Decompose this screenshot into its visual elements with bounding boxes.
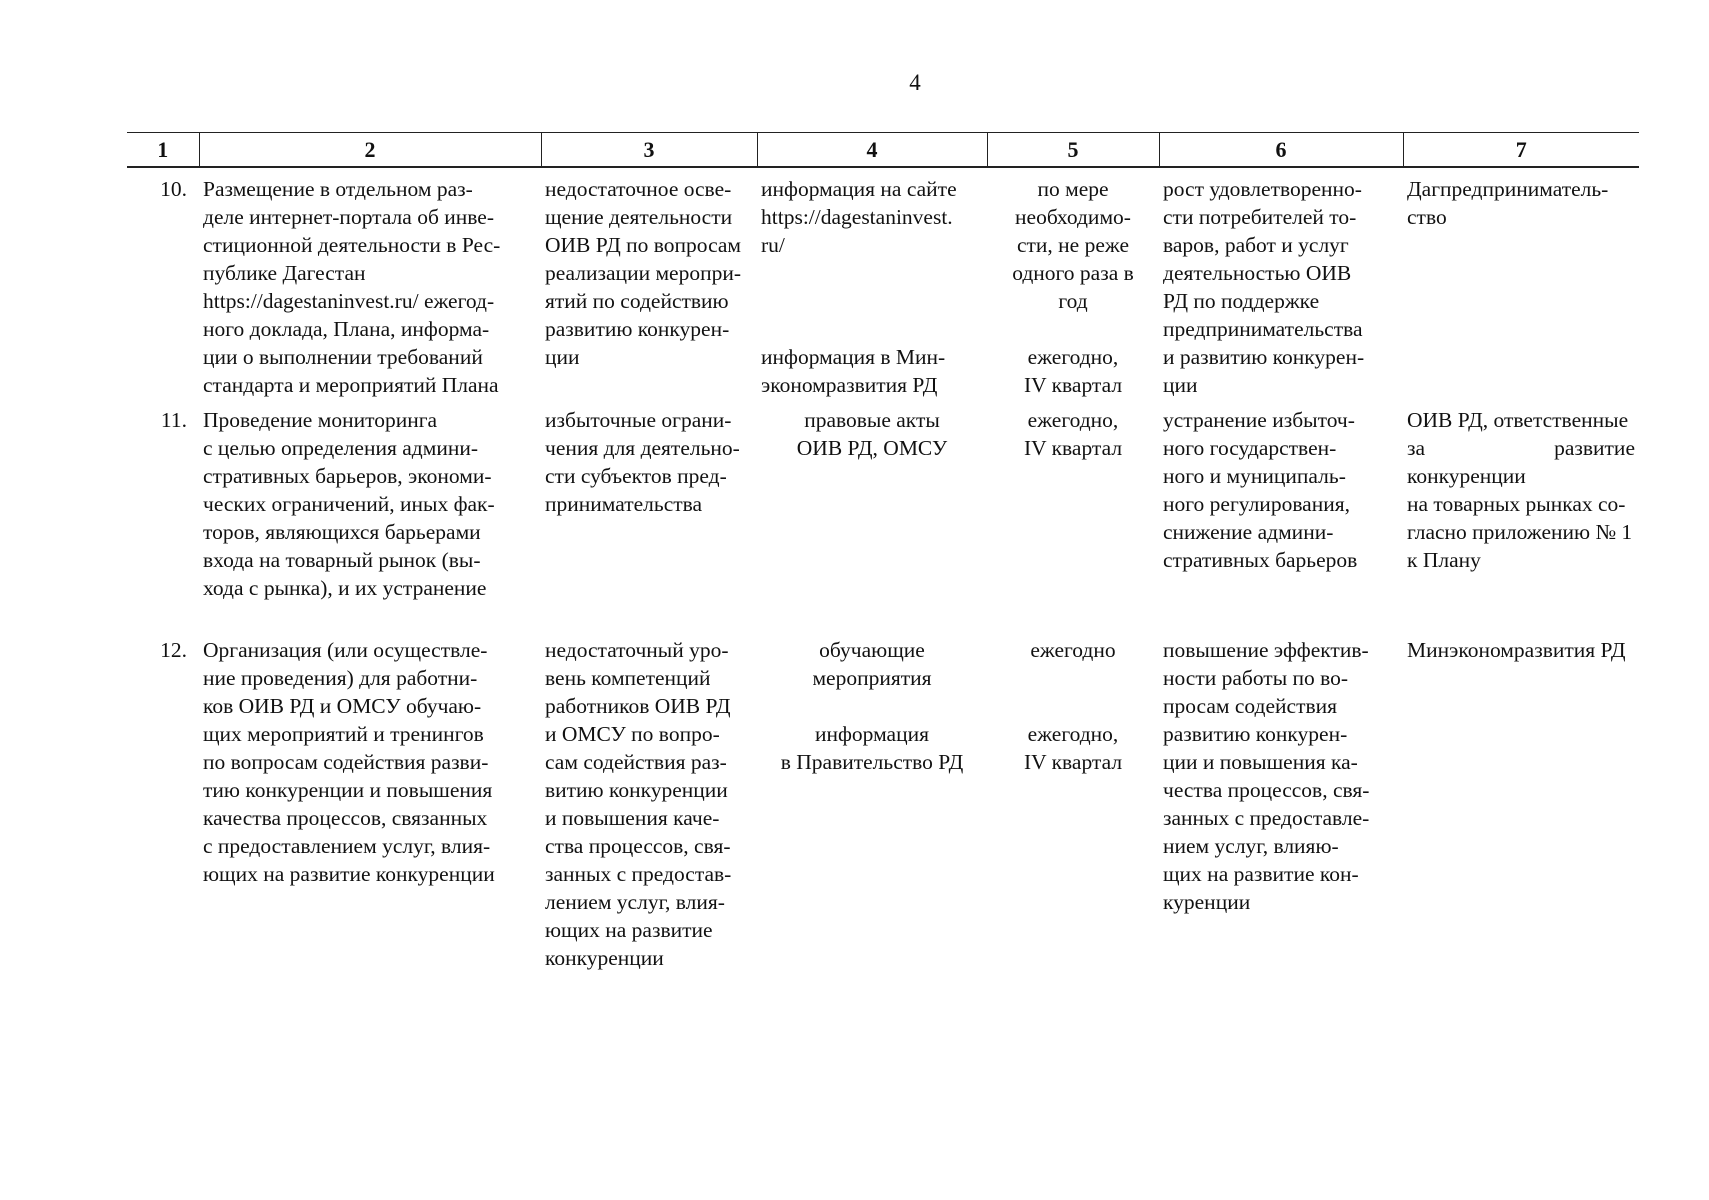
result-doc-cell — [757, 636, 987, 972]
result-doc-cell — [757, 399, 987, 636]
row-number: 12. — [160, 638, 187, 662]
responsible-cell — [1403, 167, 1639, 399]
result-doc-text: информация на сайте https://dagestaninvest. ru/ — [761, 177, 957, 257]
page-number: 4 — [909, 70, 921, 95]
responsible-text: Минэкономразвития РД — [1407, 638, 1626, 662]
responsible-text: ОИВ РД, ответственные за развитие конкуренции на товарных рынках со- гласно приложению № 1 к Плану — [1407, 408, 1635, 572]
measure-text: Размещение в отдельном раз- деле интернет-портала об инве- стиционной деятельности в Рес- публике Дагестан https://dagestaninvest.ru/ ежегод- ного доклада, Плана, информа- ции о выполнении требований стандарта и мероприятий Плана — [203, 177, 501, 397]
measures-table — [127, 132, 1639, 972]
column-header-3: 3 — [541, 133, 757, 168]
deadline-cell — [987, 636, 1159, 972]
result-doc-text: обучающие мероприятия — [812, 638, 932, 690]
measure-cell — [199, 167, 541, 399]
measure-cell — [199, 636, 541, 972]
table-row — [127, 636, 1639, 972]
problem-cell — [541, 167, 757, 399]
deadline-cell — [987, 167, 1159, 399]
indicator-text: рост удовлетворенно- сти потребителей то- варов, работ и услуг деятельностью ОИВ РД по поддержке предпринимательства и развитию конкурен- ции — [1163, 177, 1365, 397]
problem-text: недостаточный уро- вень компетенций работников ОИВ РД и ОМСУ по вопро- сам содействия раз- витию конкуренции и повышения каче- ства процессов, свя- занных с предостав- лением услуг, влия- ющих на развитие конкуренции — [545, 638, 732, 970]
indicator-text: устранение избыточ- ного государствен- ного и муниципаль- ного регулирования, снижение админи- стративных барьеров — [1163, 408, 1358, 572]
measure-text: Проведение мониторинга с целью определения админи- стративных барьеров, экономи- ческих ограничений, иных фак- торов, являющихся барьерами входа на товарный рынок (вы- хода с рынка), и их устранение — [203, 408, 495, 600]
indicator-cell — [1159, 167, 1403, 399]
deadline-text: ежегодно, IV квартал — [1023, 408, 1123, 460]
indicator-cell — [1159, 636, 1403, 972]
responsible-cell — [1403, 636, 1639, 972]
row-number: 11. — [160, 408, 187, 432]
measure-text: Организация (или осуществле- ние проведения) для работни- ков ОИВ РД и ОМСУ обучаю- щих мероприятий и тренингов по вопросам содействия разви- тию конкуренции и повышения качества процессов, связанных с предоставлением услуг, влия- ющих на развитие конкуренции — [203, 638, 495, 886]
indicator-cell — [1159, 399, 1403, 636]
result-doc-text-2: информация в Мин- экономразвития РД — [761, 345, 946, 397]
row-number: 10. — [160, 177, 187, 201]
deadline-text-2: ежегодно, IV квартал — [1023, 722, 1123, 774]
indicator-text: повышение эффектив- ности работы по во- просам содействия развитию конкурен- ции и повышения ка- чества процессов, свя- занных с предоставле- нием услуг, влияю- щих на развитие кон- куренции — [1163, 638, 1370, 914]
deadline-text-2: ежегодно, IV квартал — [1023, 345, 1123, 397]
responsible-text: Дагпредприниматель- ство — [1407, 177, 1609, 229]
problem-text: избыточные ограни- чения для деятельно- сти субъектов пред- принимательства — [545, 408, 740, 516]
deadline-cell — [987, 399, 1159, 636]
table-row — [127, 167, 1639, 399]
column-header-5: 5 — [987, 133, 1159, 168]
result-doc-text: правовые акты ОИВ РД, ОМСУ — [796, 408, 948, 460]
problem-text: недостаточное осве- щение деятельности ОИВ РД по вопросам реализации меропри- ятий по содействию развитию конкурен- ции — [545, 177, 742, 369]
column-header-6: 6 — [1159, 133, 1403, 168]
column-header-2: 2 — [199, 133, 541, 168]
problem-cell — [541, 636, 757, 972]
column-header-1: 1 — [127, 133, 199, 168]
responsible-cell — [1403, 399, 1639, 636]
measure-cell — [199, 399, 541, 636]
table-header — [127, 133, 1639, 168]
deadline-text: ежегодно — [1030, 638, 1116, 662]
table-row — [127, 399, 1639, 636]
column-header-4: 4 — [757, 133, 987, 168]
problem-cell — [541, 399, 757, 636]
result-doc-cell — [757, 167, 987, 399]
column-header-7: 7 — [1403, 133, 1639, 168]
result-doc-text-2: информация в Правительство РД — [780, 722, 964, 774]
deadline-text: по мере необходимо- сти, не реже одного раза в год — [1012, 177, 1134, 313]
